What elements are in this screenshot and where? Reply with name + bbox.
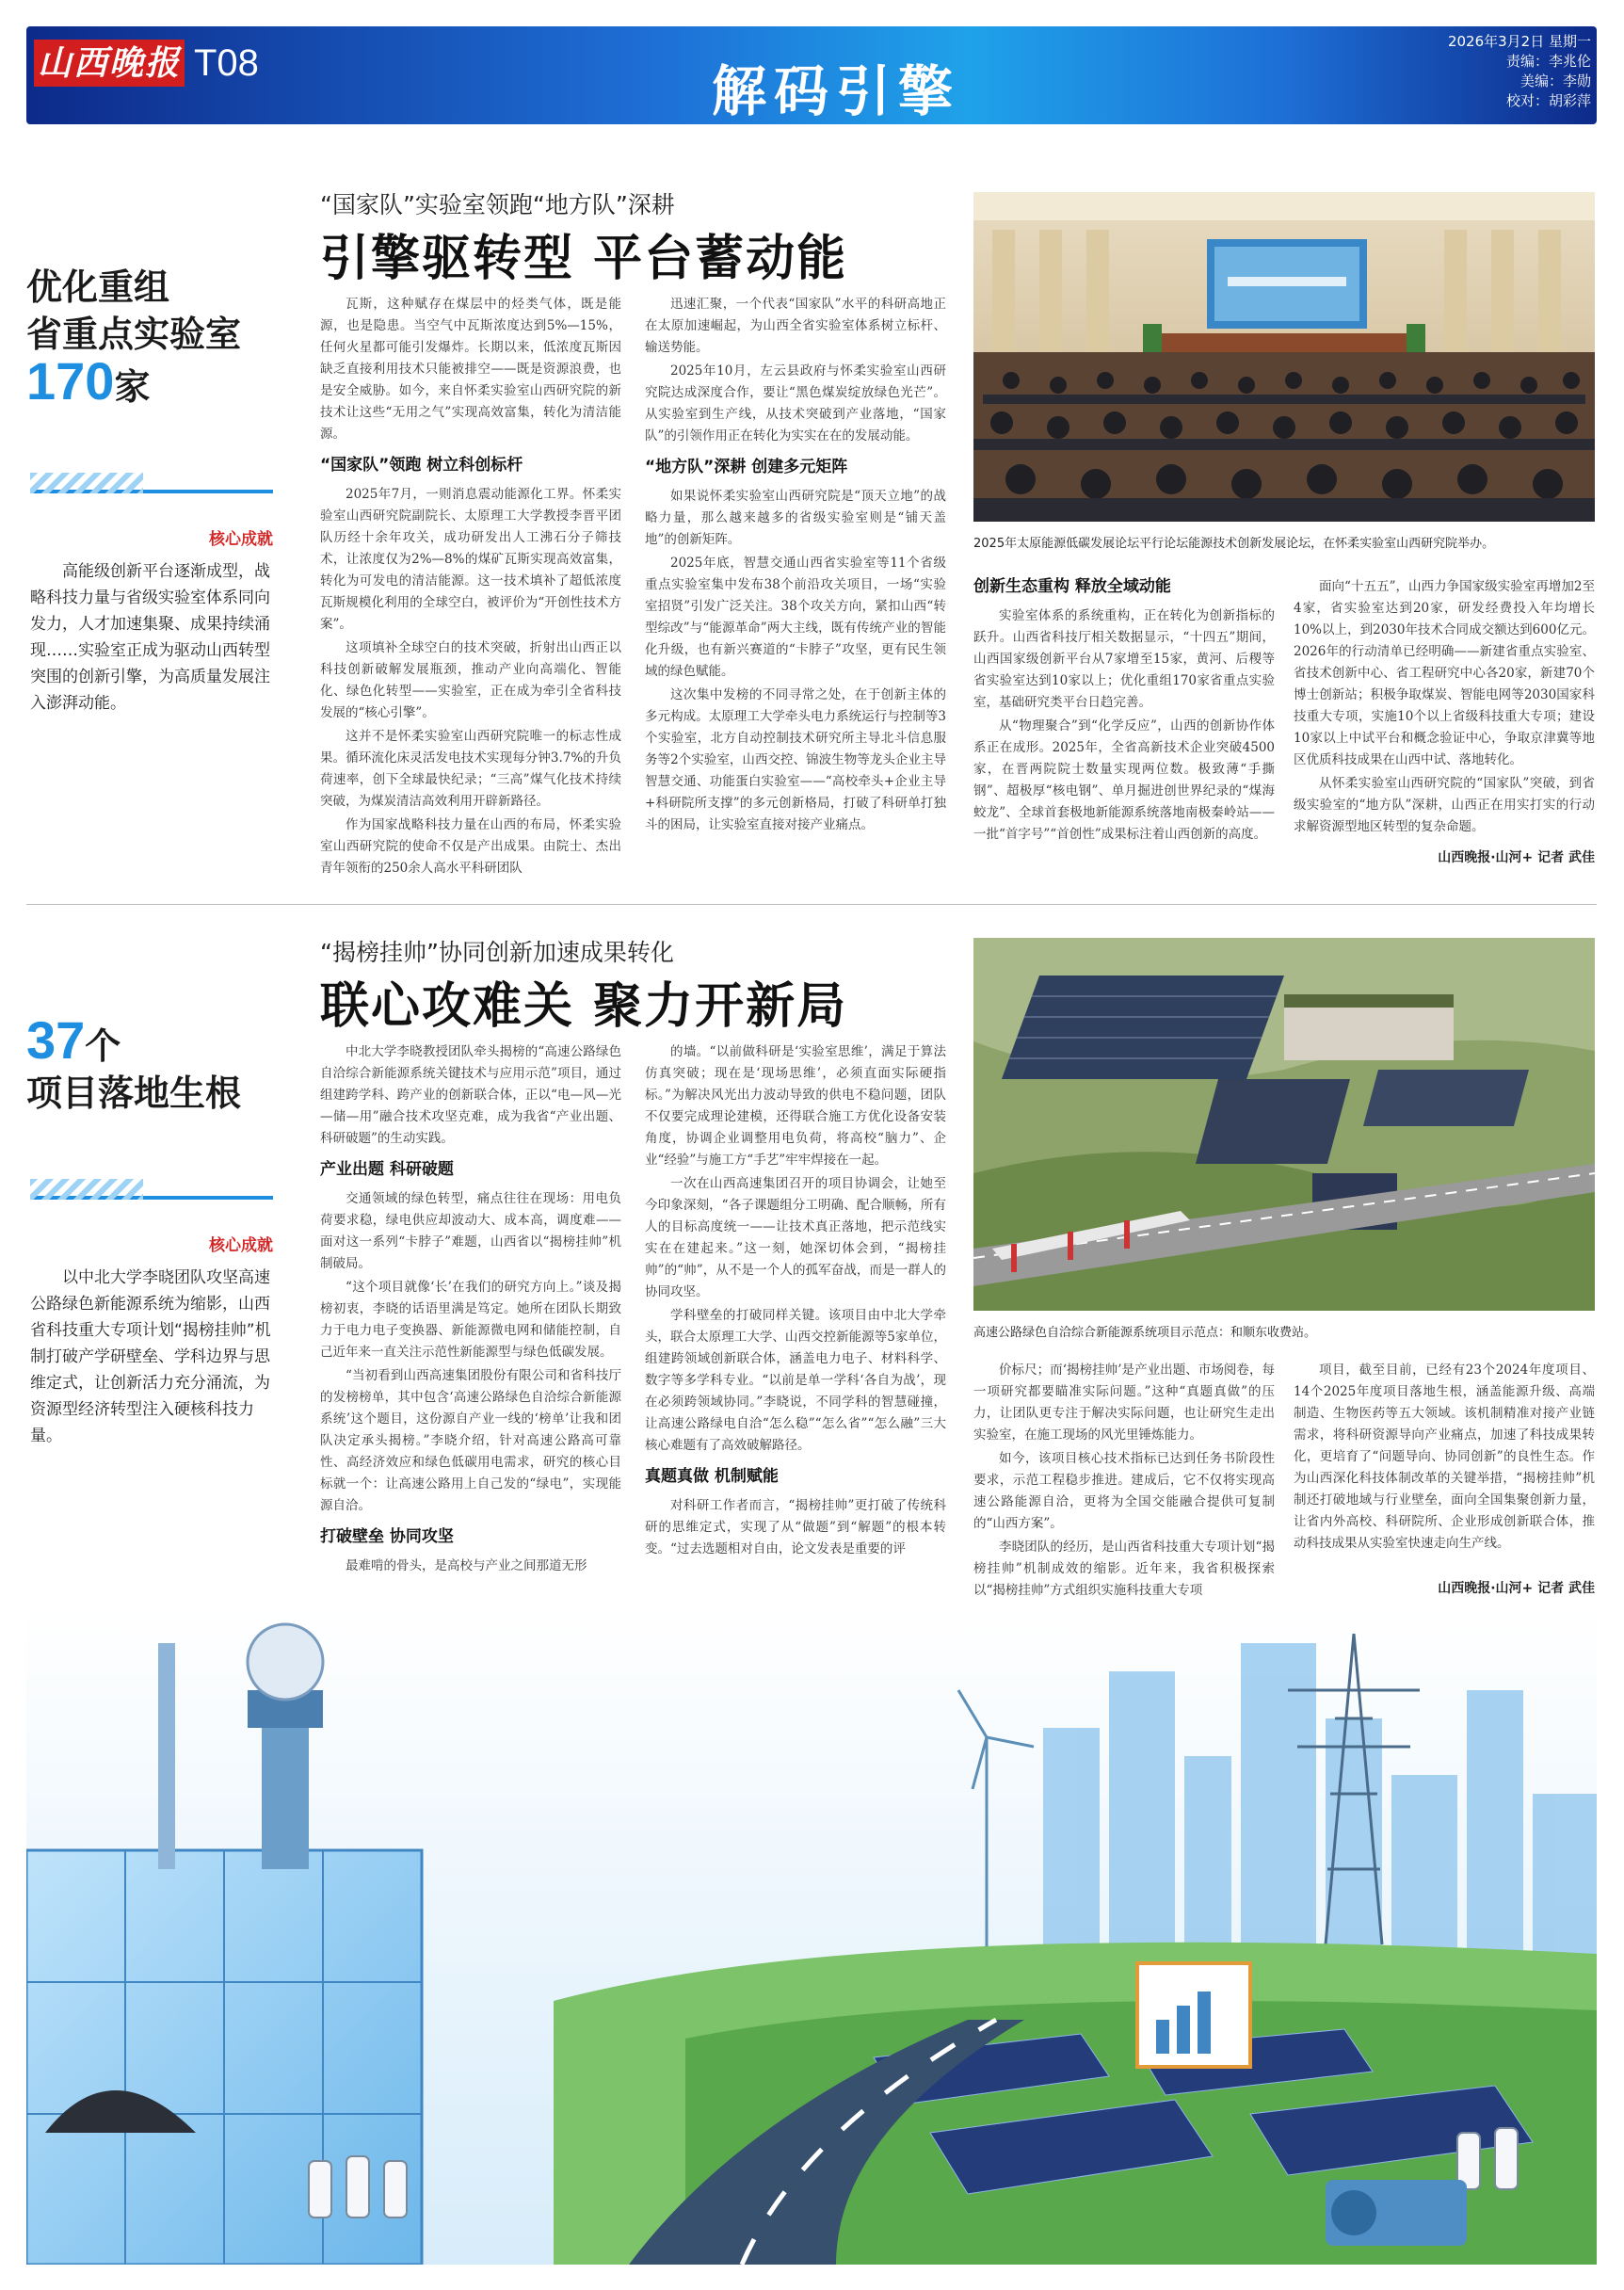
paragraph: 2025年10月，左云县政府与怀柔实验室山西研究院达成深度合作，要让“黑色煤炭绽放绿色光芒”。从实验室到生产线，从技术突破到产业落地，“国家队”的引领作用正在转化为实实在在的发展动能。 <box>645 363 946 443</box>
newspaper-logo: 山西晚报 <box>34 40 185 87</box>
issue-date: 2026年3月2日 星期一 <box>1447 33 1591 50</box>
paragraph: 的墙。“以前做科研是‘实验室思维’，满足于算法仿真突破；现在是‘现场思维’，必须直面实际硬指标。”为解决风光出力波动导致的供电不稳问题，团队不仅要完成理论建模，还得联合施工方优化设备安装角度，协调企业调整用电负荷，将高校“脑力”、企业“经验”与施工方“手艺”牢牢焊接在一起。 <box>645 1044 946 1168</box>
core-text: 高能级创新平台逐渐成型，战略科技力量与省级实验室体系同向发力，人才加速集聚、成果持续涌现……实验室正成为驱动山西转型突围的创新引擎，为高质量发展注入澎湃动能。 <box>30 562 270 713</box>
article1-byline: 山西晚报·山河+ 记者 武佳 <box>1438 850 1595 865</box>
section-title: 解码引擎 <box>711 59 960 123</box>
article2-byline: 山西晚报·山河+ 记者 武佳 <box>1438 1581 1595 1596</box>
side-stat-1 <box>26 264 299 411</box>
green-energy-illustration <box>26 1605 1597 2265</box>
paragraph: 项目，截至目前，已经有23个2024年度项目、14个2025年度项目落地生根，涵盖能源升级、高端制造、生物医药等五大领域。该机制精准对接产业链需求，将科研资源导向产业痛点，加速了科技成果转化，更培育了“问题导向、协同创新”的良性生态。作为山西深化科技体制改革的关键举措，“揭榜挂帅”机制还打破地域与行业壁垒，面向全国集聚创新力量，让省内外高校、科研院所、企业形成创新联合体，推动科技成果从实验室快速走向生产线。 <box>1294 1363 1595 1551</box>
side-stat-number: 37 <box>26 1010 86 1070</box>
paragraph: 一次在山西高速集团召开的项目协调会，让她至今印象深刻，“各子课题组分工明确、配合顺畅，所有人的目标高度统一——让技术真正落地，把示范线实实在在建起来。”这一刻，她深切体会到，“揭榜挂帅”的“帅”，从不是一个人的孤军奋战，而是一群人的协同攻坚。 <box>645 1176 946 1299</box>
paragraph: “这个项目就像‘长’在我们的研究方向上。”谈及揭榜初衷，李晓的话语里满是笃定。她所在团队长期致力于电力电子变换器、新能源微电网和储能控制，自己近年来一直关注示范性新能源型与绿色低碳发展。 <box>320 1280 621 1360</box>
paragraph: 学科壁垒的打破同样关键。该项目由中北大学牵头，联合太原理工大学、山西交控新能源等5家单位，组建跨领域创新联合体，涵盖电力电子、材料科学、数字等多学科专业。“以前是单一学科‘各自为战’，现在必须跨领域协同。”李晓说，不同学科的智慧碰撞，让高速公路绿电自洽“怎么稳”“怎么省”“怎么融”三大核心难题有了高效破解路径。 <box>645 1308 946 1453</box>
article2-column-2 <box>645 1041 946 1562</box>
paragraph: 2025年7月，一则消息震动能源化工界。怀柔实验室山西研究院副院长、太原理工大学教授李晋平团队历经十余年攻关，成功研发出人工沸石分子筛技术，让浓度仅为2%—8%的煤矿瓦斯实现高效富集，转化为可发电的清洁能源。这一技术填补了超低浓度瓦斯规模化利用的全球空白，被评价为“开创性技术方案”。 <box>320 487 621 632</box>
subheading: “国家队”领跑 树立科创标杆 <box>320 456 523 475</box>
core-divider <box>30 1196 273 1226</box>
paragraph: 迅速汇聚，一个代表“国家队”水平的科研高地正在太原加速崛起，为山西全省实验室体系树立标杆、输送势能。 <box>645 297 946 355</box>
paragraph: 2025年底，智慧交通山西省实验室等11个省级重点实验室集中发布38个前沿攻关项目，一场“实验室招贤”引发广泛关注。38个攻关方向，紧扣山西“转型综改”与“能源革命”两大主线，既有传统产业的智能化升级，也有新兴赛道的“卡脖子”攻坚，更有民生领域的绿色赋能。 <box>645 556 946 679</box>
paragraph: 实验室体系的系统重构，正在转化为创新指标的跃升。山西省科技厅相关数据显示，“十四五”期间，山西国家级创新平台从7家增至15家，黄河、后稷等省实验室达到10家以上；优化重组170家省重点实验室，基础研究类平台日趋完善。 <box>973 608 1275 710</box>
article2-column-3 <box>973 1360 1275 1604</box>
subheading: 创新生态重构 释放全域动能 <box>973 577 1171 596</box>
paragraph: 对科研工作者而言，“揭榜挂帅”更打破了传统科研的思维定式，实现了从“做题”到“解题”的根本转变。“过去选题相对自由，论文发表是重要的评 <box>645 1498 946 1556</box>
paragraph: 价标尺；而‘揭榜挂帅’是产业出题、市场阅卷，每一项研究都要瞄准实际问题。”这种“真题真做”的压力，让团队更专注于解决实际问题，也让研究生走出实验室，在施工现场的风光里锤炼能力。 <box>973 1363 1275 1443</box>
art-editor-credit: 美编：李勋 <box>1519 73 1591 89</box>
paragraph: 这并不是怀柔实验室山西研究院唯一的标志性成果。循环流化床灵活发电技术实现每分钟3.7%的升负荷速率，创下全球最快纪录；“三高”煤气化技术持续突破，为煤炭清洁高效利用开辟新路径。 <box>320 729 621 809</box>
core-text: 以中北大学李晓团队攻坚高速公路绿色新能源系统为缩影，山西省科技重大专项计划“揭榜挂帅”机制打破产学研壁垒、学科边界与思维定式，让创新活力充分涌流，为资源型经济转型注入硬核科技力量。 <box>30 1268 271 1445</box>
paragraph: “当初看到山西高速集团股份有限公司和省科技厅的发榜榜单，其中包含‘高速公路绿色自洽综合新能源系统’这个题目，这份源自产业一线的‘榜单’让我和团队决定承头揭榜。”李晓介绍，针对高速公路高可靠性、高经济效应和绿色低碳用电需求，研究的核心目标就一个：让高速公路用上自己发的“绿电”，实现能源自洽。 <box>320 1368 621 1513</box>
core-label: 核心成就 <box>209 530 273 549</box>
article2-headline: 联心攻难关 聚力开新局 <box>320 978 848 1035</box>
article1-kicker: “国家队”实验室领跑“地方队”深耕 <box>320 191 675 218</box>
side-stat-line2: 项目落地生根 <box>26 1072 242 1114</box>
paragraph: 作为国家战略科技力量在山西的布局，怀柔实验室山西研究院的使命不仅是产出成果。由院士、杰出青年领衔的250余人高水平科研团队 <box>320 817 621 876</box>
solar-toll-station-photo <box>973 938 1595 1311</box>
core-achievement-2 <box>30 1196 273 1449</box>
side-stat-line1: 优化重组 <box>26 266 170 308</box>
article1-column-4 <box>1294 576 1595 840</box>
paragraph: 从“物理聚合”到“化学反应”，山西的创新协作体系正在成形。2025年，全省高新技术企业突破4500家，在晋两院院士数量实现两位数。极致薄“手撕钢”、超极厚“核电钢”、单月掘进创世界纪录的“煤海蛟龙”、全球首套极地新能源系统落地南极秦岭站——一批“首字号”“首创性”成果标注着山西创新的高度。 <box>973 718 1275 842</box>
side-stat-unit: 家 <box>114 366 151 408</box>
article1-column-3 <box>973 576 1275 847</box>
masthead-banner <box>26 26 1597 124</box>
side-stat-unit: 个 <box>85 1025 121 1067</box>
subheading: 产业出题 科研破题 <box>320 1160 454 1179</box>
page-number: T08 <box>194 42 259 84</box>
article2-kicker: “揭榜挂帅”协同创新加速成果转化 <box>320 939 674 966</box>
subheading: “地方队”深耕 创建多元矩阵 <box>645 458 848 476</box>
proofreader-credit: 校对：胡彩萍 <box>1505 92 1591 109</box>
paragraph: 从怀柔实验室山西研究院的“国家队”突破，到省级实验室的“地方队”深耕，山西正在用实打实的行动求解资源型地区转型的复杂命题。 <box>1294 776 1595 834</box>
article1-column-1 <box>320 294 621 881</box>
paragraph: 最难啃的骨头，是高校与产业之间那道无形 <box>346 1558 587 1573</box>
subheading: 打破壁垒 协同攻坚 <box>320 1527 454 1546</box>
core-achievement-1 <box>30 490 273 717</box>
photo2-caption: 高速公路绿色自洽综合新能源系统项目示范点：和顺东收费站。 <box>973 1326 1317 1340</box>
core-divider <box>30 490 273 520</box>
paragraph: 这项填补全球空白的技术突破，折射出山西正以科技创新破解发展瓶颈，推动产业向高端化、智能化、绿色化转型——实验室，正在成为牵引全省科技发展的“核心引擎”。 <box>320 640 621 720</box>
photo1-caption: 2025年太原能源低碳发展论坛平行论坛能源技术创新发展论坛，在怀柔实验室山西研究院举办。 <box>973 537 1495 551</box>
article2-column-4 <box>1294 1360 1595 1556</box>
paragraph: 交通领域的绿色转型，痛点往往在现场：用电负荷要求稳，绿电供应却波动大、成本高，调度难——面对这一系列“卡脖子”难题，山西省以“揭榜挂帅”机制破局。 <box>320 1191 621 1271</box>
core-label: 核心成就 <box>209 1236 273 1255</box>
section-divider <box>26 904 1597 905</box>
paragraph: 如果说怀柔实验室山西研究院是“顶天立地”的战略力量，那么越来越多的省级实验室则是“铺天盖地”的创新矩阵。 <box>645 489 946 547</box>
paragraph: 如今，该项目核心技术指标已达到任务书阶段性要求，示范工程稳步推进。建成后，它不仅将实现高速公路能源自洽，更将为全国交能融合提供可复制的“山西方案”。 <box>973 1451 1275 1531</box>
article1-headline: 引擎驱转型 平台蓄动能 <box>320 231 848 287</box>
article1-column-2 <box>645 294 946 838</box>
side-stat-2 <box>26 1010 299 1117</box>
paragraph: 瓦斯，这种赋存在煤层中的烃类气体，既是能源，也是隐患。当空气中瓦斯浓度达到5%—15%，任何火星都可能引发爆炸。长期以来，低浓度瓦斯因缺乏直接利用技术只能被排空——既是资源浪费，也是安全威胁。如今，来自怀柔实验室山西研究院的新技术让这些“无用之气”实现高效富集，转化为清洁能源。 <box>320 297 621 442</box>
paragraph: 中北大学李晓教授团队牵头揭榜的“高速公路绿色自洽综合新能源系统关键技术与应用示范”项目，通过组建跨学科、跨产业的创新联合体，正以“电—风—光—储—用”融合技术攻坚克难，成为我省“产业出题、科研破题”的生动实践。 <box>320 1044 621 1146</box>
paragraph: 李晓团队的经历，是山西省科技重大专项计划“揭榜挂帅”机制成效的缩影。近年来，我省积极探索以“揭榜挂帅”方式组织实施科技重大专项 <box>973 1540 1275 1598</box>
paragraph: 面向“十五五”，山西力争国家级实验室再增加2至4家，省实验室达到20家，研发经费投入年均增长10%以上，到2030年技术合同成交额达到600亿元。2026年的行动清单已经明确——新建省重点实验室、省技术创新中心、省工程研究中心各20家，新建70个博士创新站；积极争取煤炭、智能电网等2030国家科技重大专项，实施10个以上省级科技重大专项；建设10家以上中试平台和概念验证中心，争取京津冀等地区优质科技成果在山西中试、落地转化。 <box>1294 579 1595 767</box>
conference-photo <box>973 192 1595 522</box>
subheading: 真题真做 机制赋能 <box>645 1467 779 1486</box>
edition-meta <box>1448 32 1591 111</box>
side-stat-number: 170 <box>26 351 115 411</box>
article2-column-1 <box>320 1041 621 1579</box>
editor-credit: 责编：李兆伦 <box>1505 53 1591 70</box>
side-stat-line2: 省重点实验室 <box>26 314 242 355</box>
paragraph: 这次集中发榜的不同寻常之处，在于创新主体的多元构成。太原理工大学牵头电力系统运行与控制等3个实验室，北方自动控制技术研究所主导北斗信息服务等2个实验室，山西交控、锦波生物等龙头企业主导智慧交通、功能蛋白实验室——“高校牵头+企业主导+科研院所支撑”的多元创新格局，打破了科研单打独斗的困局，让实验室直接对接产业痛点。 <box>645 687 946 832</box>
